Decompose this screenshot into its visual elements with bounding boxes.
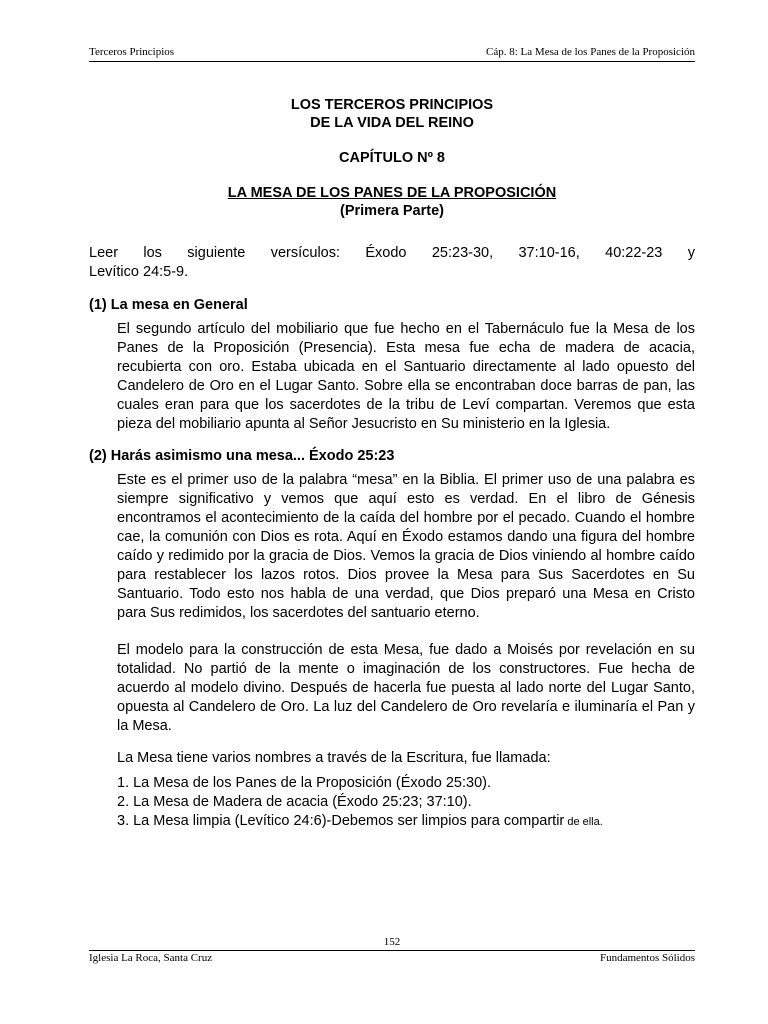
chapter-number: CAPÍTULO Nº 8 <box>339 150 445 166</box>
page-footer <box>89 936 695 968</box>
names-list-item-2: 2. La Mesa de Madera de acacia (Éxodo 25:23; 37:10). <box>117 794 472 810</box>
page-number: 152 <box>383 936 401 948</box>
book-title-line-2: DE LA VIDA DEL REINO <box>310 115 474 131</box>
document-body <box>89 244 695 832</box>
section-1-heading: (1) La mesa en General <box>89 297 248 313</box>
section-2-paragraph-1: Este es el primer uso de la palabra “mesa” en la Biblia. El primer uso de una palabra es siempre significativo y vemos que aquí esto es verdad. En el libro de Génesis encontramos el acontecimiento de la caída del hombre por el pecado. Cuando el hombre cae, la comunión con Dios es rota. Aquí en Éxodo estamos dando una figura del hombre caído y redimido por la gracia de Dios. Vemos la gracia de Dios viniendo al hombre caído para restablecer los lazos rotos. Dios provee la Mesa para Sus Sacerdotes en Su Santuario. Todo esto nos habla de una verdad, que Dios preparó una Mesa en Cristo para Sus redimidos, los sacerdotes del santuario eterno. <box>117 472 695 621</box>
footer-church: Iglesia La Roca, Santa Cruz <box>89 952 213 964</box>
names-list-item-3-tail: de ella. <box>564 816 603 828</box>
book-title-line-1: LOS TERCEROS PRINCIPIOS <box>290 97 494 113</box>
intro-line-1: Leer los siguiente versículos: Éxodo 25:23-30, 37:10-16, 40:22-23 y <box>89 245 695 261</box>
names-list-item-3-text: 3. La Mesa limpia (Levítico 24:6)-Debemos ser limpios para compartir <box>117 813 565 829</box>
header-chapter-title: Cáp. 8: La Mesa de los Panes de la Proposición <box>486 46 695 58</box>
chapter-title: LA MESA DE LOS PANES DE LA PROPOSICIÓN <box>227 185 557 201</box>
footer-divider <box>89 950 695 951</box>
section-2-heading: (2) Harás asimismo una mesa... Éxodo 25:23 <box>89 448 395 464</box>
section-1-paragraph: El segundo artículo del mobiliario que fue hecho en el Tabernáculo fue la Mesa de los Panes de la Proposición (Presencia). Esta mesa fue echa de madera de acacia, recubierta con oro. Estaba ubicada en el Santuario directamente al lado opuesto del Candelero de Oro en el Lugar Santo. Sobre ella se encontraban doce barras de pan, las cuales eran para que los sacerdotes de la tribu de Leví compartan. Veremos que esta pieza del mobiliario apunta al Señor Jesucristo en Su ministerio en la Iglesia. <box>117 321 695 432</box>
names-intro: La Mesa tiene varios nombres a través de la Escritura, fue llamada: <box>117 750 551 766</box>
intro-line-2: Levítico 24:5-9. <box>89 264 189 280</box>
names-list-item-1: 1. La Mesa de los Panes de la Proposición (Éxodo 25:30). <box>117 775 492 791</box>
section-2-paragraph-2: El modelo para la construcción de esta Mesa, fue dado a Moisés por revelación en su totalidad. No partió de la mente o imaginación de los constructores. Fue hecha de acuerdo al modelo divino. Después de hacerla fue puesta al lado norte del Lugar Santo, opuesta al Candelero de Oro. La luz del Candelero de Oro revelaría e iluminaría el Pan y la Mesa. <box>117 642 695 734</box>
footer-series: Fundamentos Sólidos <box>599 952 695 964</box>
title-block <box>89 96 695 220</box>
names-list-item-3 <box>117 812 695 832</box>
header-book-title: Terceros Principios <box>89 46 175 58</box>
page-header <box>89 43 695 62</box>
chapter-subtitle: (Primera Parte) <box>340 203 444 219</box>
